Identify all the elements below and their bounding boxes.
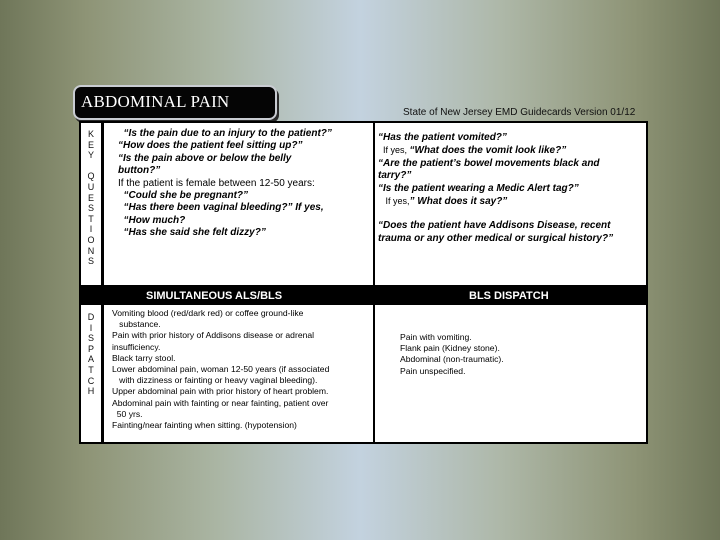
question-line: “Is the patient wearing a Medic Alert tag?” <box>378 182 579 194</box>
question-line: “Has she said she felt dizzy?” <box>118 227 266 239</box>
list-item: Pain with prior history of Addisons disease or adrenal <box>112 330 315 341</box>
questions-label-letter: E <box>87 139 94 150</box>
question-line: trauma or any other medical or surgical history?” <box>378 232 614 244</box>
question-line: “Has there been vaginal bleeding?” If yes, <box>118 202 324 214</box>
question-line: “Has the patient vomited?” <box>378 132 507 143</box>
question-line <box>378 208 613 220</box>
questions-label-letter: O <box>87 234 95 245</box>
questions-label-letter: Y <box>87 150 94 161</box>
question-line: button?” <box>118 165 161 177</box>
question-line: “Does the patient have Addisons Disease, recent <box>378 220 611 232</box>
header-note: State of New Jersey EMD Guidecards Version 01/12 <box>403 107 636 118</box>
dispatch-label-letter: S <box>87 333 94 344</box>
questions-left-text <box>118 128 332 240</box>
list-item: Black tarry stool. <box>112 352 176 363</box>
dispatch-vertical-label <box>80 312 102 397</box>
list-item: Fainting/near fainting when sitting. (hypotension) <box>112 420 297 431</box>
list-item: Vomiting blood (red/dark red) or coffee ground-like <box>112 308 304 318</box>
list-item: Pain with vomiting. <box>400 332 472 342</box>
questions-right-text <box>378 132 613 245</box>
dispatch-label-letter: D <box>87 312 95 322</box>
question-line <box>378 195 613 208</box>
questions-label-letter <box>80 161 102 172</box>
page-title: ABDOMINAL PAIN <box>81 92 230 111</box>
als-panel <box>104 305 373 442</box>
bls-list <box>400 332 504 377</box>
question-line <box>378 144 613 157</box>
list-item: substance. <box>112 319 161 330</box>
dispatch-label-letter: H <box>87 386 95 397</box>
question-text: “What does the vomit look like?” <box>409 145 567 157</box>
question-line: “Is the pain due to an injury to the patient?” <box>118 128 332 139</box>
question-text: ” What does it say?” <box>409 196 508 208</box>
bls-dispatch-header: BLS DISPATCH <box>469 290 549 300</box>
dispatch-label-letter: T <box>88 364 94 375</box>
questions-label-letter: Q <box>87 171 95 182</box>
dispatch-label-letter: P <box>87 343 94 354</box>
bls-panel <box>375 305 646 442</box>
list-item: Abdominal (non-traumatic). <box>400 354 504 365</box>
question-line: If the patient is female between 12-50 years: <box>118 177 315 189</box>
list-item: insufficiency. <box>112 341 161 352</box>
questions-label-letter: S <box>87 203 94 214</box>
questions-label-letter: I <box>89 224 93 235</box>
als-list <box>112 308 329 431</box>
question-prefix: If yes, <box>378 145 410 156</box>
question-line: “Are the patient’s bowel movements black and <box>378 157 600 169</box>
questions-label-letter: N <box>87 245 95 256</box>
dispatch-label-letter: A <box>87 354 94 365</box>
question-line: “Is the pain above or below the belly <box>118 152 292 164</box>
question-line: “How much? <box>118 214 186 226</box>
list-item: Abdominal pain with fainting or near fainting, patient over <box>112 397 329 408</box>
list-item: Flank pain (Kidney stone). <box>400 343 500 354</box>
questions-vertical-label <box>80 129 102 267</box>
questions-label-letter: S <box>87 256 94 267</box>
question-line: “Could she be pregnant?” <box>118 190 249 202</box>
questions-label-letter: K <box>87 129 94 139</box>
question-line: “How does the patient feel sitting up?” <box>118 140 303 152</box>
list-item: Upper abdominal pain with prior history of heart problem. <box>112 386 329 397</box>
list-item: Pain unspecified. <box>400 365 466 376</box>
als-bls-header: SIMULTANEOUS ALS/BLS <box>146 290 283 300</box>
questions-label-letter: U <box>87 181 95 192</box>
question-prefix: If yes, <box>378 196 410 207</box>
question-line: tarry?” <box>378 170 412 182</box>
dispatch-label-letter: C <box>87 375 95 386</box>
dispatch-label-letter: I <box>89 322 93 333</box>
questions-label-letter: E <box>87 192 94 203</box>
list-item: 50 yrs. <box>112 408 143 419</box>
list-item: with dizziness or fainting or heavy vaginal bleeding). <box>112 375 318 386</box>
list-item: Lower abdominal pain, woman 12-50 years (if associated <box>112 364 330 375</box>
questions-label-letter: T <box>88 213 94 224</box>
